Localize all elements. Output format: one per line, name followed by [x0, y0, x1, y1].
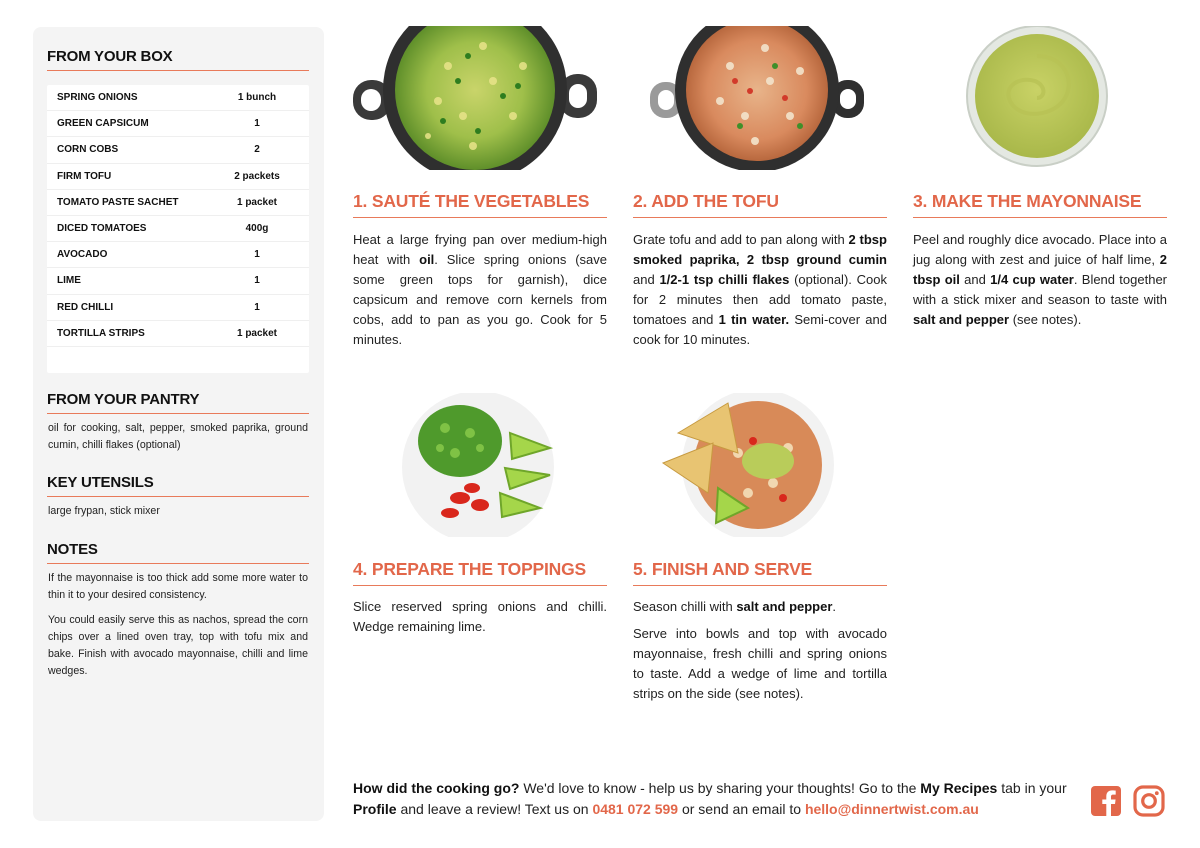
text-segment: and — [959, 272, 991, 287]
text-segment: Grate tofu and add to pan along with — [633, 232, 849, 247]
ingredient-quantity: 1 packet — [236, 327, 278, 339]
key-utensils-heading: KEY UTENSILS — [47, 474, 154, 491]
step-3-text — [913, 230, 1167, 330]
ingredient-quantity: 1 packet — [236, 196, 278, 208]
text-segment: salt and pepper — [736, 599, 833, 614]
text-segment: 2 tbsp oil — [913, 252, 1167, 287]
ingredient-name: GREEN CAPSICUM — [57, 118, 149, 130]
ingredient-row — [47, 268, 309, 294]
step-4-image — [400, 393, 554, 537]
text-segment: My Recipes — [920, 780, 998, 796]
step-5-text — [633, 597, 887, 617]
ingredient-quantity: 2 — [254, 144, 260, 156]
divider — [353, 585, 607, 586]
text-segment: 2 tbsp smoked paprika, 2 tbsp ground cumin — [633, 232, 887, 267]
ingredient-quantity: 1 — [254, 249, 260, 261]
step-2-image — [650, 26, 864, 170]
ingredient-name: LIME — [57, 275, 81, 287]
step-4-text — [353, 597, 607, 637]
ingredient-row — [47, 85, 309, 111]
divider — [633, 585, 887, 586]
ingredient-quantity: 1 — [254, 118, 260, 130]
ingredient-name: DICED TOMATOES — [57, 223, 147, 235]
ingredient-row — [47, 295, 309, 321]
feedback-footer — [353, 778, 1073, 820]
ingredient-name: CORN COBS — [57, 144, 119, 156]
text-segment: Peel and roughly dice avocado. Place into a jug along with zest and juice of half lime, — [913, 232, 1167, 267]
contact-link[interactable]: 0481 072 599 — [592, 801, 679, 817]
divider — [47, 70, 309, 71]
ingredient-row — [47, 137, 309, 163]
step-1-image — [353, 26, 597, 170]
text-segment: Heat a large frying pan over medium-high heat with — [353, 232, 607, 267]
divider — [47, 413, 309, 414]
step-2-title: 2. ADD THE TOFU — [633, 191, 779, 211]
facebook-icon[interactable] — [1090, 785, 1122, 817]
step-3-image — [965, 26, 1109, 170]
text-segment: Season chilli with — [633, 599, 737, 614]
from-your-box-heading: FROM YOUR BOX — [47, 48, 173, 65]
notes-paragraph-1: If the mayonnaise is too thick add some more water to thin it to your desired consistency. — [48, 572, 308, 601]
notes-paragraph-2: You could easily serve this as nachos, spread the corn chips over a lined oven tray, top with tofu mix and bake. Finish with avocado mayonnaise, chilli and lime wedges. — [48, 614, 308, 677]
ingredients-sidebar — [33, 27, 324, 821]
text-segment: Profile — [353, 801, 397, 817]
notes-heading: NOTES — [47, 541, 98, 558]
ingredient-row — [47, 111, 309, 137]
text-segment: 1/2-1 tsp chilli flakes — [659, 272, 790, 287]
contact-link[interactable]: hello@dinnertwist.com.au — [804, 801, 979, 817]
utensils-text: large frypan, stick mixer — [48, 505, 160, 517]
text-segment: salt and pepper — [913, 312, 1010, 327]
ingredient-row — [47, 190, 309, 216]
text-segment: tab in your — [997, 780, 1067, 796]
divider — [47, 496, 309, 497]
text-segment: Serve into bowls and top with avocado mayonnaise, fresh chilli and spring onions to taste. Add a wedge of lime and tortilla strips on the side (see notes). — [633, 626, 887, 701]
ingredient-row — [47, 347, 309, 373]
step-5-text-2 — [633, 624, 887, 704]
text-segment: and leave a review! Text us on — [396, 801, 593, 817]
ingredient-name: TOMATO PASTE SACHET — [57, 196, 179, 208]
ingredient-quantity: 2 packets — [234, 170, 280, 182]
text-segment: 1/4 cup water — [990, 272, 1074, 287]
text-segment: We'd love to know - help us by sharing your thoughts! Go to the — [519, 780, 921, 796]
ingredient-row — [47, 242, 309, 268]
text-segment: or send an email to — [678, 801, 805, 817]
text-segment: and — [633, 272, 660, 287]
ingredient-quantity: 1 — [254, 301, 260, 313]
ingredient-name: FIRM TOFU — [57, 170, 112, 182]
text-segment: Slice reserved spring onions and chilli. Wedge remaining lime. — [353, 599, 607, 634]
text-segment: (optional). Cook for 2 minutes then add tomato paste, tomatoes and — [633, 272, 887, 327]
ingredient-name: AVOCADO — [57, 249, 108, 261]
ingredient-row — [47, 216, 309, 242]
step-1-text — [353, 230, 607, 350]
pantry-text: oil for cooking, salt, pepper, smoked paprika, ground cumin, chilli flakes (optional) — [48, 422, 308, 451]
text-segment: Semi-cover and cook for 10 minutes. — [633, 312, 887, 347]
step-2-text — [633, 230, 887, 350]
ingredient-quantity: 1 — [254, 275, 260, 287]
ingredient-table — [47, 85, 309, 373]
step-4-title: 4. PREPARE THE TOPPINGS — [353, 559, 587, 579]
text-segment: . — [832, 599, 837, 614]
ingredient-name: SPRING ONIONS — [57, 92, 138, 104]
divider — [913, 217, 1167, 218]
text-segment: . Blend together with a stick mixer and season to taste with — [913, 272, 1168, 307]
ingredient-row — [47, 321, 309, 347]
step-3-title: 3. MAKE THE MAYONNAISE — [913, 191, 1142, 211]
ingredient-quantity: 400g — [245, 223, 269, 235]
step-5-image — [658, 393, 836, 537]
text-segment: oil — [419, 252, 435, 267]
ingredient-row — [47, 164, 309, 190]
text-segment: 1 tin water. — [718, 312, 790, 327]
ingredient-name: TORTILLA STRIPS — [57, 327, 145, 339]
text-segment: (see notes). — [1009, 312, 1082, 327]
divider — [47, 563, 309, 564]
instagram-icon[interactable] — [1133, 785, 1165, 817]
text-segment: How did the cooking go? — [353, 780, 520, 796]
step-5-title: 5. FINISH AND SERVE — [633, 559, 813, 579]
text-segment: . Slice spring onions (save some green tops for garnish), dice capsicum and remove corn kernels from cobs, add to pan as you go. Cook for 5 minutes. — [353, 252, 607, 347]
from-your-pantry-heading: FROM YOUR PANTRY — [47, 391, 200, 408]
step-1-title: 1. SAUTÉ THE VEGETABLES — [353, 191, 590, 211]
ingredient-quantity: 1 bunch — [237, 92, 277, 104]
divider — [353, 217, 607, 218]
divider — [633, 217, 887, 218]
ingredient-name: RED CHILLI — [57, 301, 114, 313]
